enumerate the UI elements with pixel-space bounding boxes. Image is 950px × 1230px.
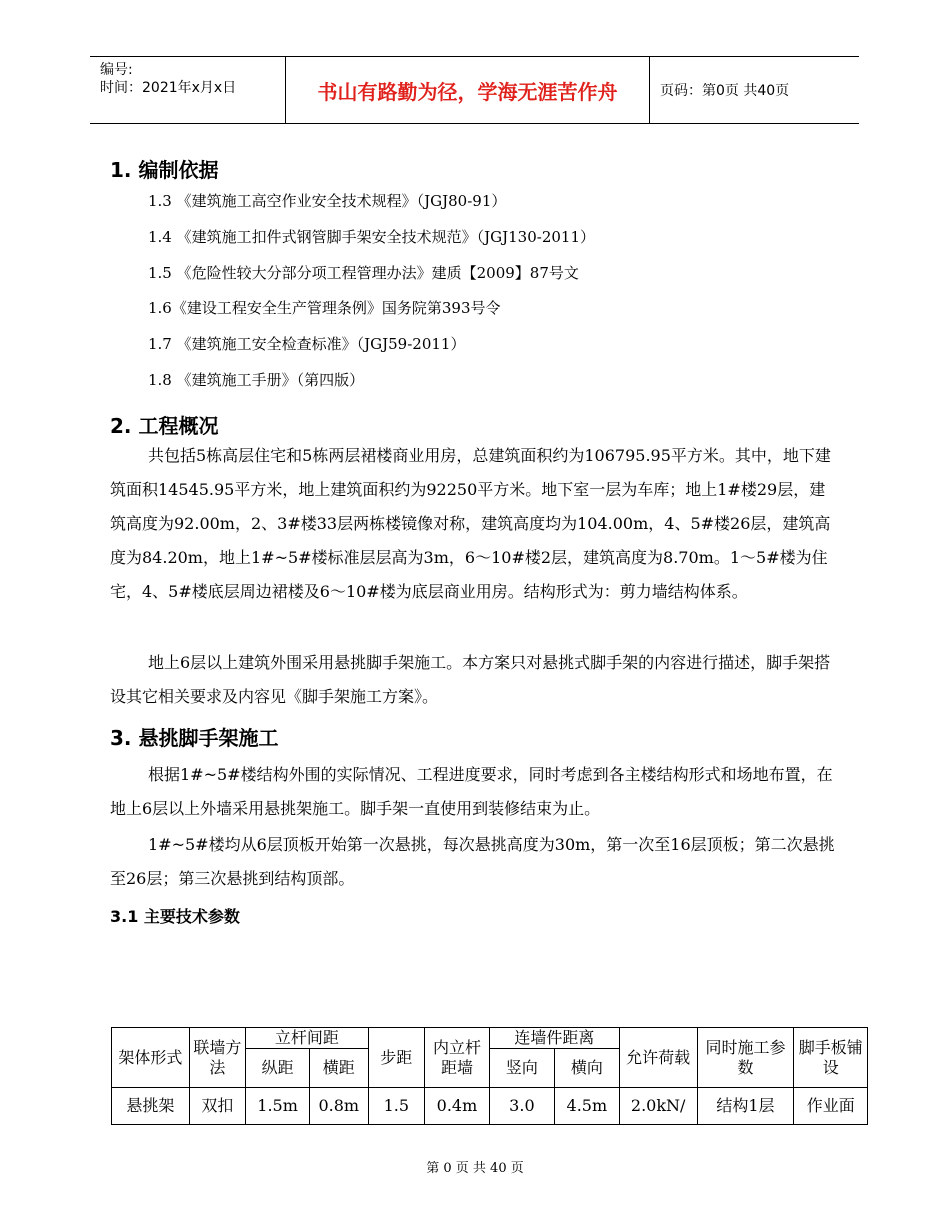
table-header-cell: 架体形式 [112,1028,190,1088]
table-cell: 双扣 [189,1088,245,1125]
table-header-cell: 允许荷载 [619,1028,697,1088]
header-meta [90,57,286,123]
document-time: 时间：2021年x月x日 [100,80,237,96]
table-cell: 1.5 [368,1088,424,1125]
section-1-title: 1. 编制依据 [110,158,219,182]
table-cell: 3.0 [489,1088,554,1125]
table-header-cell: 脚手板铺设 [794,1028,868,1088]
table-row [112,1088,868,1125]
technical-parameters-table [111,1027,868,1125]
table-header-row [112,1028,868,1049]
reference-item: 1.8 《建筑施工手册》（第四版） [148,371,365,389]
table-header-cell: 纵距 [246,1049,310,1088]
table-cell: 结构1层 [697,1088,794,1125]
overview-paragraph: 共包括5栋高层住宅和5栋两层裙楼商业用房，总建筑面积约为106795.95平方米。其中，地下建筑面积14545.95平方米，地上建筑面积约为92250平方米。地下室一层为车库；地上1#楼29层，建筑高度为92.00m，2、3#楼33层两栋楼镜像对称，建筑高度均为104.00m，4、5#楼26层，建筑高度为84.20m，地上1#~5#楼标准层层高为3m，6～10#楼2层，建筑高度为8.70m。1～5#楼为住宅，4、5#楼底层周边裙楼及6～10#楼为底层商业用房。结构形式为：剪力墙结构体系。 [110,446,831,601]
table-header-cell: 连墙件距离 [489,1028,619,1049]
document-number-label: 编号: [100,62,133,78]
construction-paragraph: 根据1#~5#楼结构外围的实际情况、工程进度要求，同时考虑到各主楼结构形式和场地布置，在地上6层以上外墙采用悬挑架施工。脚手架一直使用到装修结束为止。 [110,765,833,818]
subsection-3-1-title: 3.1 主要技术参数 [110,907,240,926]
table-cell: 4.5m [554,1088,619,1125]
table-header-cell: 内立杆距墙 [425,1028,490,1088]
section-2-title: 2. 工程概况 [110,414,219,438]
table-cell: 0.4m [425,1088,490,1125]
reference-item: 1.6《建设工程安全生产管理条例》国务院第393号令 [148,299,501,317]
table-header-cell: 横向 [554,1049,619,1088]
page-header [90,56,859,124]
table-header-cell: 竖向 [489,1049,554,1088]
reference-item: 1.3 《建筑施工高空作业安全技术规程》（JGJ80-91） [148,192,507,210]
table-cell: 1.5m [246,1088,310,1125]
table-header-cell: 联墙方法 [189,1028,245,1088]
header-motto: 书山有路勤为径，学海无涯苦作舟 [286,57,650,123]
overview-paragraph: 地上6层以上建筑外围采用悬挑脚手架施工。本方案只对悬挑式脚手架的内容进行描述，脚手架搭设其它相关要求及内容见《脚手架施工方案》。 [110,653,831,706]
table-cell: 作业面 [794,1088,868,1125]
table-header-cell: 横距 [310,1049,369,1088]
header-page-number: 页码：第0页 共40页 [660,83,790,99]
table-header-cell: 同时施工参数 [697,1028,794,1088]
reference-item: 1.4 《建筑施工扣件式钢管脚手架安全技术规范》（JGJ130-2011） [148,228,596,246]
table-cell: 0.8m [310,1088,369,1125]
reference-item: 1.5 《危险性较大分部分项工程管理办法》建质【2009】87号文 [148,264,579,282]
reference-item: 1.7 《建筑施工安全检查标准》（JGJ59-2011） [148,335,466,353]
table-cell: 悬挑架 [112,1088,190,1125]
table-cell: 2.0kN/ [619,1088,697,1125]
page-footer: 第 0 页 共 40 页 [426,1161,524,1176]
section-3-title: 3. 悬挑脚手架施工 [110,726,279,750]
table-header-cell: 步距 [368,1028,424,1088]
construction-paragraph: 1#~5#楼均从6层顶板开始第一次悬挑，每次悬挑高度为30m，第一次至16层顶板；第二次悬挑至26层；第三次悬挑到结构顶部。 [110,835,835,888]
table-header-cell: 立杆间距 [246,1028,368,1049]
